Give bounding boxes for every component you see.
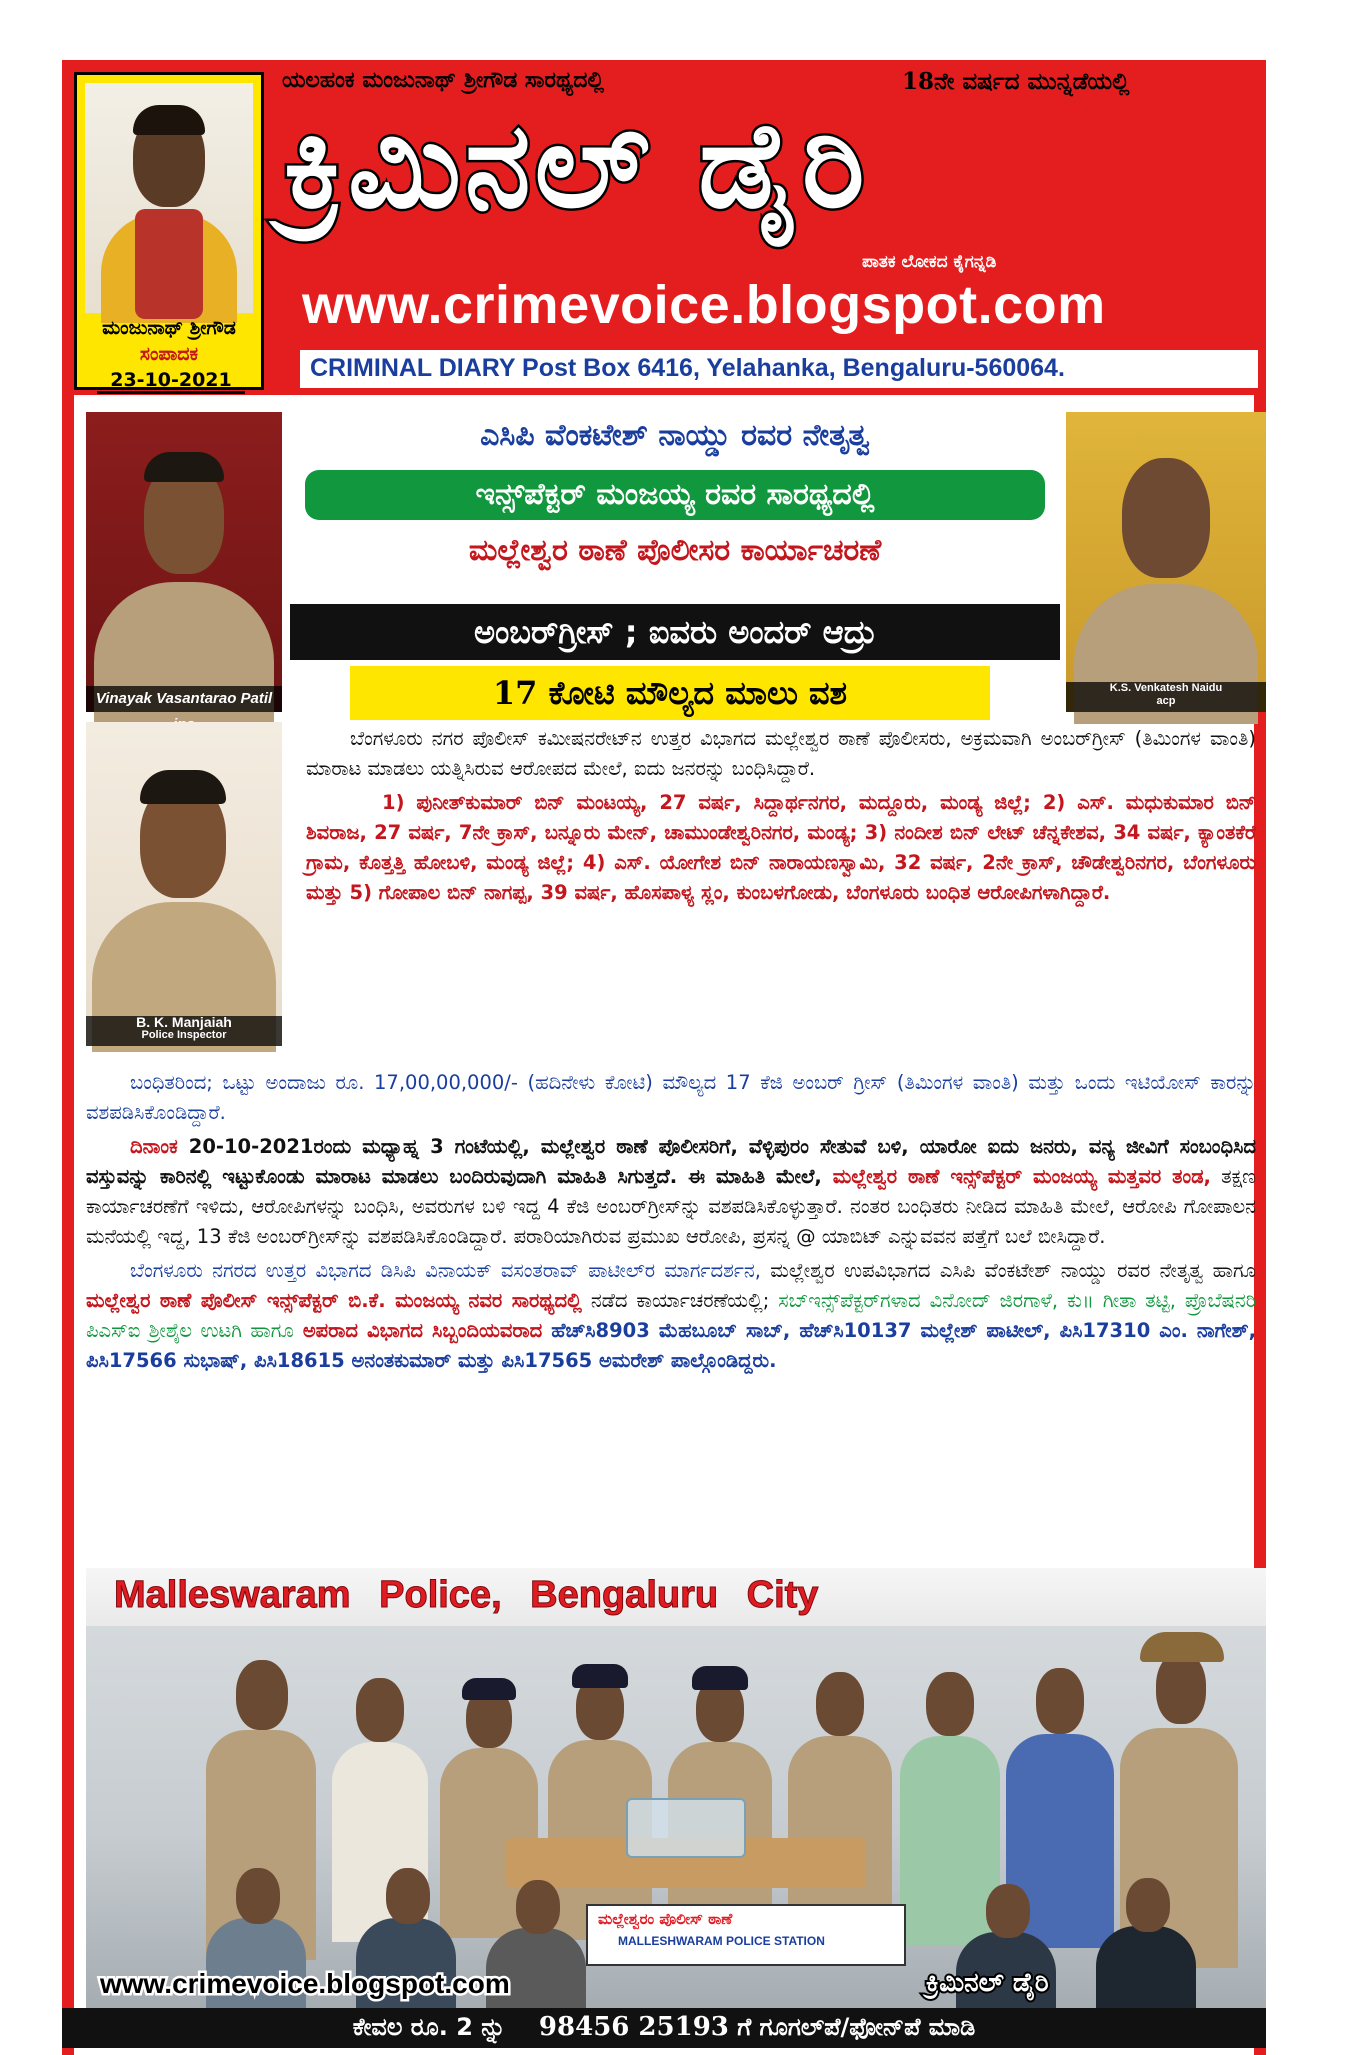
headline-acp: ಎಸಿಪಿ ವೆಂಕಟೇಶ್ ನಾಯ್ಡು ರವರ ನೇತೃತ್ವ	[305, 412, 1045, 460]
group-photo-banner-text: Malleswaram Police, Bengaluru City	[114, 1574, 819, 1616]
article-paragraph-seizure: ಬಂಧಿತರಿಂದ; ಒಟ್ಟು ಅಂದಾಜು ರೂ. 17,00,00,000/- (ಹದಿನೇಳು ಕೋಟಿ) ಮೌಲ್ಯದ 17 ಕೆಜಿ ಅಂಬರ್ ಗ್ರೀಸ್ (ತಿಮಿಂಗಳ ವಾಂತಿ) ಮತ್ತು ಒಂದು ಇಟಿಯೋಸ್ ಕಾರನ್ನು ವಶಪಡಿಸಿಕೊಂಡಿದ್ದಾರೆ.	[86, 1071, 1256, 1124]
group-photo	[86, 1568, 1266, 2008]
tagline-right: 18ನೇ ವರ್ಷದ ಮುನ್ನಡೆಯಲ್ಲಿ	[902, 68, 1130, 95]
editor-name: ಮಂಜುನಾಥ್ ಶ್ರೀಗೌಡ	[102, 317, 236, 339]
masthead	[62, 60, 1266, 395]
newspaper-subtitle: ಪಾತಕ ಲೋಕದ ಕೈಗನ್ನಡಿ	[862, 252, 997, 272]
headline-ambergris: ಅಂಬರ್‌ಗ್ರೀಸ್ ; ಐವರು ಅಂದರ್ ಆದ್ರು	[290, 604, 1060, 660]
newspaper-title: ಕ್ರಿಮಿನಲ್ ಡೈರಿ	[284, 96, 869, 234]
editor-photo	[85, 83, 253, 313]
tagline-left: ಯಲಹಂಕ ಮಂಜುನಾಥ್ ಶ್ರೀಗೌಡ ಸಾರಥ್ಯದಲ್ಲಿ	[282, 68, 605, 93]
acp-photo	[1066, 412, 1266, 712]
article-top	[306, 724, 1256, 908]
article-paragraph-team: ಬೆಂಗಳೂರು ನಗರದ ಉತ್ತರ ವಿಭಾಗದ ಡಿಸಿಪಿ ವಿನಾಯಕ್ ವಸಂತರಾವ್ ಪಾಟೀಲ್‌ರ ಮಾರ್ಗದರ್ಶನ, ಮಲ್ಲೇಶ್ವರ ಉಪವಿಭಾಗದ ಎಸಿಪಿ ವೆಂಕಟೇಶ್ ನಾಯ್ಡು ರವರ ನೇತೃತ್ವ ಹಾಗೂ ಮಲ್ಲೇಶ್ವರ ಠಾಣೆ ಪೊಲೀಸ್ ಇನ್ಸ್‌ಪೆಕ್ಟರ್ ಬಿ.ಕೆ. ಮಂಜಯ್ಯ ನವರ ಸಾರಥ್ಯದಲ್ಲಿ ನಡೆದ ಕಾರ್ಯಾಚರಣೆಯಲ್ಲಿ; ಸಬ್‌ಇನ್ಸ್‌ಪೆಕ್ಟರ್‌ಗಳಾದ ವಿನೋದ್ ಜಿರಗಾಳೆ, ಕು॥ ಗೀತಾ ತಟ್ಟಿ, ಪ್ರೊಬೆಷನರಿ ಪಿಎಸ್ಐ ಶ್ರೀಶೈಲ ಉಟಗಿ ಹಾಗೂ ಅಪರಾದ ವಿಭಾಗದ ಸಿಬ್ಬಂದಿಯವರಾದ ಹೆಚ್‌ಸಿ8903 ಮೆಹಬೂಬ್ ಸಾಬ್, ಹೆಚ್‌ಸಿ10137 ಮಲ್ಲೇಶ್ ಪಾಟೀಲ್, ಪಿಸಿ17310 ಎಂ. ನಾಗೇಶ್, ಪಿಸಿ17566 ಸುಭಾಷ್, ಪಿಸಿ18615 ಅನಂತಕುಮಾರ್ ಮತ್ತು ಪಿಸಿ17565 ಅಮರೇಶ್ ಪಾಲ್ಗೊಂಡಿದ್ದರು.	[86, 1259, 1256, 1372]
article-paragraph-intro: ಬೆಂಗಳೂರು ನಗರ ಪೊಲೀಸ್ ಕಮೀಷನರೇಟ್‌ನ ಉತ್ತರ ವಿಭಾಗದ ಮಲ್ಲೇಶ್ವರ ಠಾಣೆ ಪೊಲೀಸರು, ಅಕ್ರಮವಾಗಿ ಅಂಬರ್‌ಗ್ರೀಸ್ (ತಿಮಿಂಗಳ ವಾಂತಿ) ಮಾರಾಟ ಮಾಡಲು ಯತ್ನಿಸಿರುವ ಆರೋಪದ ಮೇಲೆ, ಐದು ಜನರನ್ನು ಬಂಧಿಸಿದ್ದಾರೆ.	[306, 727, 1256, 780]
footer-bar	[62, 2008, 1266, 2048]
group-photo-banner	[86, 1568, 1266, 1626]
photo-watermark-url: www.crimevoice.blogspot.com	[100, 1968, 510, 1999]
address-bar	[300, 350, 1258, 388]
inspector-photo	[86, 722, 282, 1046]
website-url[interactable]: www.crimevoice.blogspot.com	[302, 275, 1106, 335]
payment-note: ಕೇವಲ ರೂ. 2 ನ್ನು 98456 25193 ಗೆ ಗೂಗಲ್‌ಪೆ/ಫೋನ್‌ಪೆ ಮಾಡಿ	[352, 2012, 976, 2042]
article-paragraph-incident: ದಿನಾಂಕ 20-10-2021ರಂದು ಮಧ್ಯಾಹ್ನ 3 ಗಂಟೆಯಲ್ಲಿ, ಮಲ್ಲೇಶ್ವರ ಠಾಣೆ ಪೊಲೀಸರಿಗೆ, ವೆಳ್ಳಿಪುರಂ ಸೇತುವೆ ಬಳಿ, ಯಾರೋ ಐದು ಜನರು, ವನ್ಯ ಜೀವಿಗೆ ಸಂಬಂಧಿಸಿದ ವಸ್ತುವನ್ನು ಕಾರಿನಲ್ಲಿ ಇಟ್ಟುಕೊಂಡು ಮಾರಾಟ ಮಾಡಲು ಬಂದಿರುವುದಾಗಿ ಮಾಹಿತಿ ಸಿಗುತ್ತದೆ. ಈ ಮಾಹಿತಿ ಮೇಲೆ, ಮಲ್ಲೇಶ್ವರ ಠಾಣೆ ಇನ್ಸ್‌ಪೆಕ್ಟರ್ ಮಂಜಯ್ಯ ಮತ್ತವರ ತಂಡ, ತಕ್ಷಣ ಕಾರ್ಯಾಚರಣೆಗೆ ಇಳಿದು, ಆರೋಪಿಗಳನ್ನು ಬಂಧಿಸಿ, ಅವರುಗಳ ಬಳಿ ಇದ್ದ 4 ಕೆಜಿ ಅಂಬರ್‌ಗ್ರೀಸ್‌ನ್ನು ವಶಪಡಿಸಿಕೊಳ್ಳುತ್ತಾರೆ. ನಂತರ ಬಂಧಿತರು ನೀಡಿದ ಮಾಹಿತಿ ಮೇಲೆ, ಆರೋಪಿ ಗೋಪಾಲನ ಮನೆಯಲ್ಲಿ ಇದ್ದ, 13 ಕೆಜಿ ಅಂಬರ್‌ಗ್ರೀಸ್‌ನ್ನು ವಶಪಡಿಸಿಕೊಂಡಿದ್ದಾರೆ. ಪರಾರಿಯಾಗಿರುವ ಪ್ರಮುಖ ಆರೋಪಿ, ಪ್ರಸನ್ನ @ ಯಾಬಿಟ್ ಎನ್ನುವವನ ಪತ್ತೆಗೆ ಬಲೆ ಬೀಸಿದ್ದಾರೆ.	[86, 1135, 1256, 1248]
acp-caption: K.S. Venkatesh Naidu acp	[1066, 682, 1266, 712]
dcp-photo	[86, 412, 282, 712]
headline-inspector: ಇನ್ಸ್‌ಪೆಕ್ಟರ್ ಮಂಜಯ್ಯ ರವರ ಸಾರಥ್ಯದಲ್ಲಿ	[305, 470, 1045, 520]
postal-address: CRIMINAL DIARY Post Box 6416, Yelahanka, Bengaluru-560064.	[310, 354, 1065, 382]
headline-seizure: 17 ಕೋಟಿ ಮೌಲ್ಯದ ಮಾಲು ವಶ	[350, 666, 990, 720]
police-station-signboard	[586, 1904, 906, 1966]
signboard-kannada: ಮಲ್ಲೇಶ್ವರಂ ಪೊಲೀಸ್ ಠಾಣೆ	[598, 1910, 733, 1928]
dcp-caption: Vinayak Vasantarao Patil	[86, 686, 282, 712]
editor-role: ಸಂಪಾದಕ	[139, 343, 199, 365]
article-body	[86, 1068, 1256, 1376]
photo-watermark-mark: ಕ್ರಿಮಿನಲ್ ಡೈರಿ	[926, 1968, 1049, 1998]
headline-operation: ಮಲ್ಲೇಶ್ವರ ಠಾಣೆ ಪೊಲೀಸರ ಕಾರ್ಯಾಚರಣೆ	[305, 526, 1045, 576]
payment-phone-number[interactable]: 98456 25193	[538, 2012, 729, 2042]
issue-date: 23-10-2021	[97, 369, 245, 394]
editor-card	[74, 72, 264, 390]
signboard-english: MALLESHWARAM POLICE STATION	[618, 1934, 825, 1948]
seized-container	[626, 1798, 746, 1858]
inspector-caption: B. K. Manjaiah Police Inspector	[86, 1016, 282, 1046]
article-paragraph-accused: 1) ಪುನೀತ್‌ಕುಮಾರ್ ಬಿನ್ ಮಂಟಯ್ಯ, 27 ವರ್ಷ, ಸಿದ್ದಾರ್ಥನಗರ, ಮದ್ದೂರು, ಮಂಡ್ಯ ಜಿಲ್ಲೆ; 2) ಎಸ್. ಮಧುಕುಮಾರ ಬಿನ್ ಶಿವರಾಜ, 27 ವರ್ಷ, 7ನೇ ಕ್ರಾಸ್, ಬನ್ನೂರು ಮೇನ್, ಚಾಮುಂಡೇಶ್ವರಿನಗರ, ಮಂಡ್ಯ; 3) ನಂದೀಶ ಬಿನ್ ಲೇಟ್ ಚೆನ್ನಕೇಶವ, 34 ವರ್ಷ, ಕ್ಯಾಂತಕೆರೆ ಗ್ರಾಮ, ಕೊತ್ತತ್ತಿ ಹೋಬಳಿ, ಮಂಡ್ಯ ಜಿಲ್ಲೆ; 4) ಎಸ್. ಯೋಗೇಶ ಬಿನ್ ನಾರಾಯಣಸ್ವಾಮಿ, 32 ವರ್ಷ, 2ನೇ ಕ್ರಾಸ್, ಚೌಡೇಶ್ವರಿನಗರ, ಬೆಂಗಳೂರು ಮತ್ತು 5) ಗೋಪಾಲ ಬಿನ್ ನಾಗಪ್ಪ, 39 ವರ್ಷ, ಹೊಸಪಾಳ್ಯ ಸ್ಲಂ, ಕುಂಬಳಗೋಡು, ಬೆಂಗಳೂರು ಬಂಧಿತ ಆರೋಪಿಗಳಾಗಿದ್ದಾರೆ.	[306, 791, 1256, 904]
